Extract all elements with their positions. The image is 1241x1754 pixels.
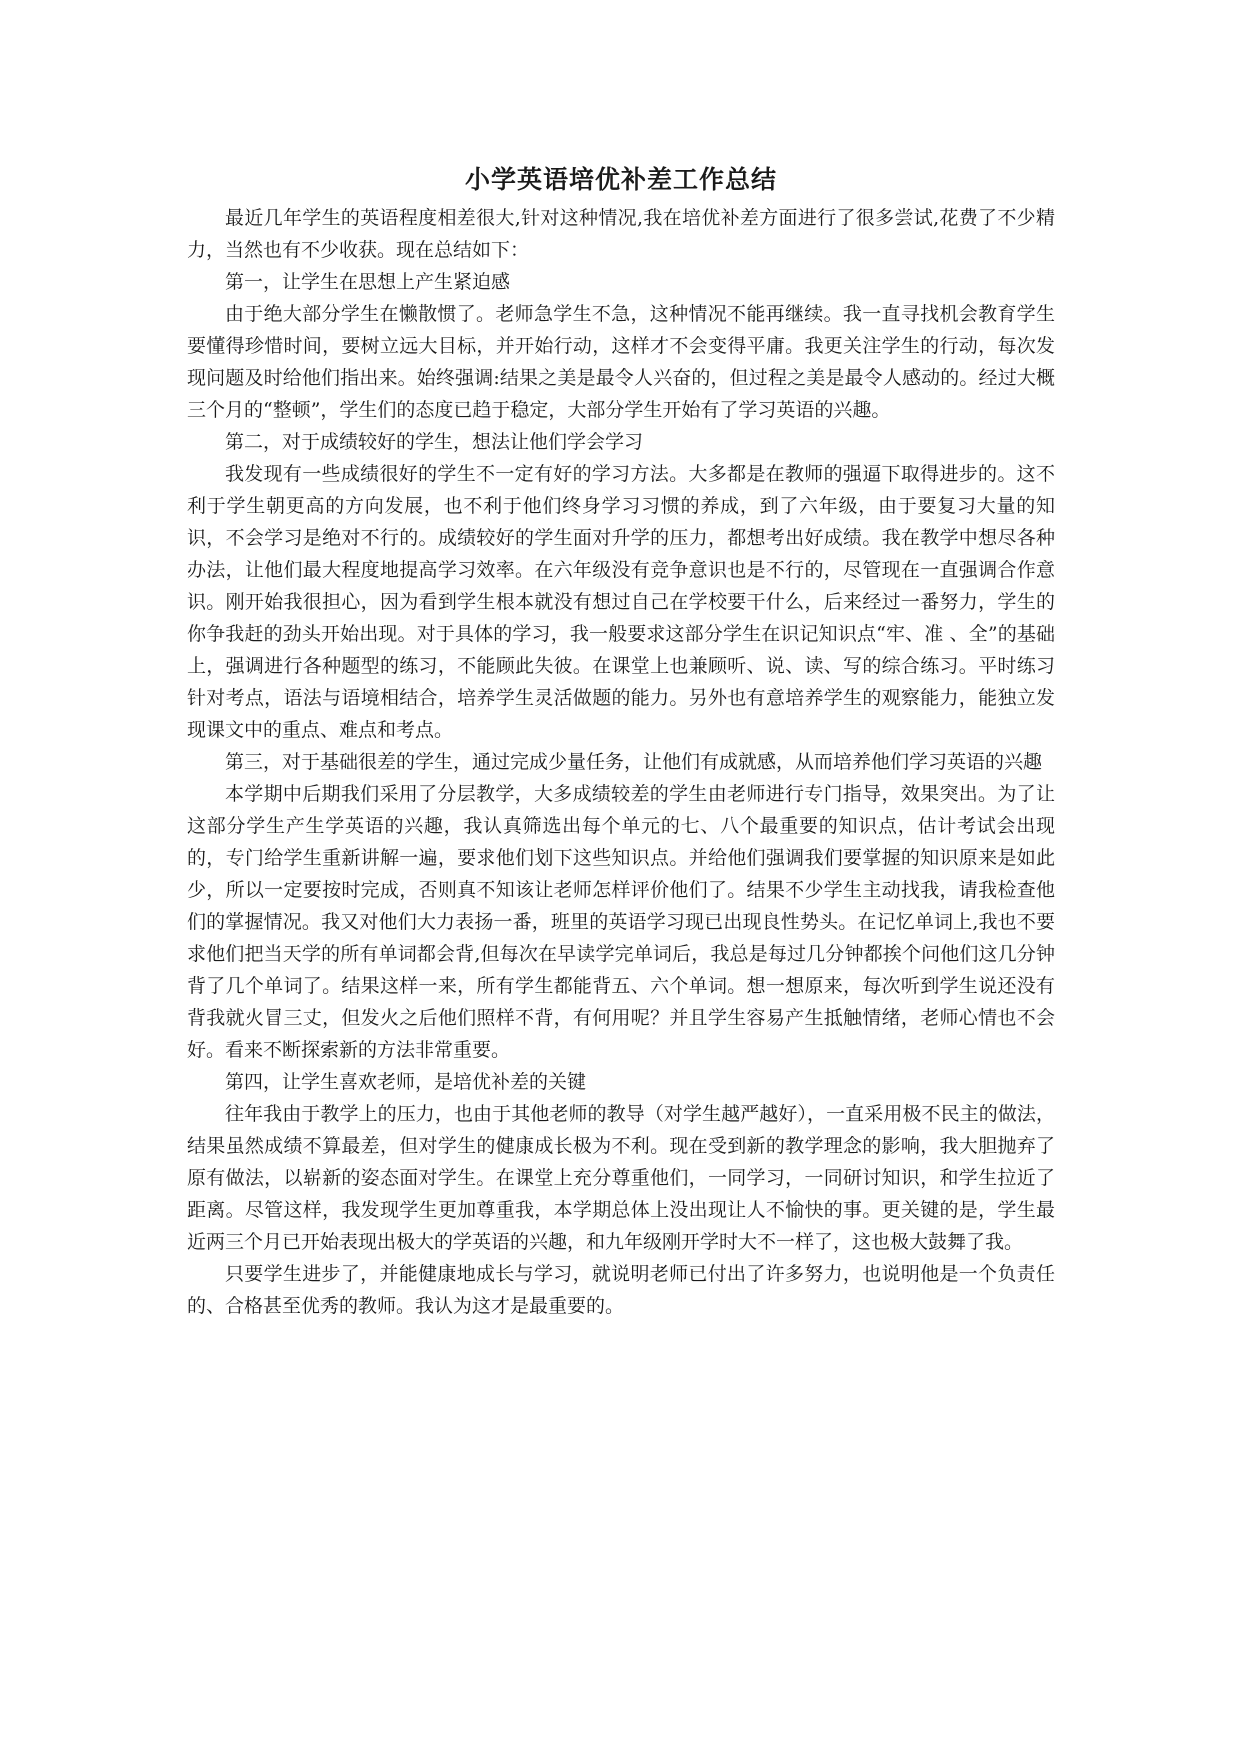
section-body-4: 往年我由于教学上的压力，也由于其他老师的教导（对学生越严越好），一直采用极不民主的做法，结果虽然成绩不算最差，但对学生的健康成长极为不利。现在受到新的教学理念的影响，我大胆抛弃了原有做法，以崭新的姿态面对学生。在课堂上充分尊重他们，一同学习，一同研讨知识，和学生拉近了距离。尽管这样，我发现学生更加尊重我，本学期总体上没出现让人不愉快的事。更关键的是，学生最近两三个月已开始表现出极大的学英语的兴趣，和九年级刚开学时大不一样了，这也极大鼓舞了我。 [187, 1103, 1055, 1253]
intro-paragraph: 最近几年学生的英语程度相差很大,针对这种情况,我在培优补差方面进行了很多尝试,花费了不少精力，当然也有不少收获。现在总结如下： [187, 207, 1055, 261]
document-title: 小学英语培优补差工作总结 [464, 165, 777, 194]
section-heading-3: 第三，对于基础很差的学生，通过完成少量任务，让他们有成就感，从而培养他们学习英语的兴趣 [225, 751, 1043, 773]
section-body-2: 我发现有一些成绩很好的学生不一定有好的学习方法。大多都是在教师的强逼下取得进步的。这不利于学生朝更高的方向发展，也不利于他们终身学习习惯的养成，到了六年级，由于要复习大量的知识，不会学习是绝对不行的。成绩较好的学生面对升学的压力，都想考出好成绩。我在教学中想尽各种办法，让他们最大程度地提高学习效率。在六年级没有竞争意识也是不行的，尽管现在一直强调合作意识。刚开始我很担心，因为看到学生根本就没有想过自己在学校要干什么，后来经过一番努力，学生的你争我赶的劲头开始出现。对于具体的学习，我一般要求这部分学生在识记知识点“牢、准 、全”的基础上，强调进行各种题型的练习，不能顾此失彼。在课堂上也兼顾听、说、读、写的综合练习。平时练习针对考点，语法与语境相结合，培养学生灵活做题的能力。另外也有意培养学生的观察能力，能独立发现课文中的重点、难点和考点。 [187, 463, 1055, 741]
section-body-1: 由于绝大部分学生在懒散惯了。老师急学生不急，这种情况不能再继续。我一直寻找机会教育学生要懂得珍惜时间，要树立远大目标，并开始行动，这样才不会变得平庸。我更关注学生的行动，每次发现问题及时给他们指出来。始终强调:结果之美是最令人兴奋的，但过程之美是最令人感动的。经过大概三个月的“整顿”，学生们的态度已趋于稳定，大部分学生开始有了学习英语的兴趣。 [187, 303, 1055, 421]
section-heading-1: 第一，让学生在思想上产生紧迫感 [225, 271, 511, 293]
section-body-3: 本学期中后期我们采用了分层教学，大多成绩较差的学生由老师进行专门指导，效果突出。为了让这部分学生产生学英语的兴趣，我认真筛选出每个单元的七、八个最重要的知识点，估计考试会出现的，专门给学生重新讲解一遍，要求他们划下这些知识点。并给他们强调我们要掌握的知识原来是如此少，所以一定要按时完成，否则真不知该让老师怎样评价他们了。结果不少学生主动找我，请我检查他们的掌握情况。我又对他们大力表扬一番，班里的英语学习现已出现良性势头。在记忆单词上,我也不要求他们把当天学的所有单词都会背,但每次在早读学完单词后，我总是每过几分钟都挨个问他们这几分钟背了几个单词了。结果这样一来，所有学生都能背五、六个单词。想一想原来，每次听到学生说还没有背我就火冒三丈，但发火之后他们照样不背，有何用呢？并且学生容易产生抵触情绪，老师心情也不会好。看来不断探索新的方法非常重要。 [187, 783, 1055, 1061]
section-heading-4: 第四，让学生喜欢老师，是培优补差的关键 [225, 1071, 587, 1093]
document-page [187, 160, 1055, 1322]
conclusion-paragraph: 只要学生进步了，并能健康地成长与学习，就说明老师已付出了许多努力，也说明他是一个负责任的、合格甚至优秀的教师。我认为这才是最重要的。 [187, 1263, 1055, 1317]
section-heading-2: 第二，对于成绩较好的学生，想法让他们学会学习 [225, 431, 644, 453]
